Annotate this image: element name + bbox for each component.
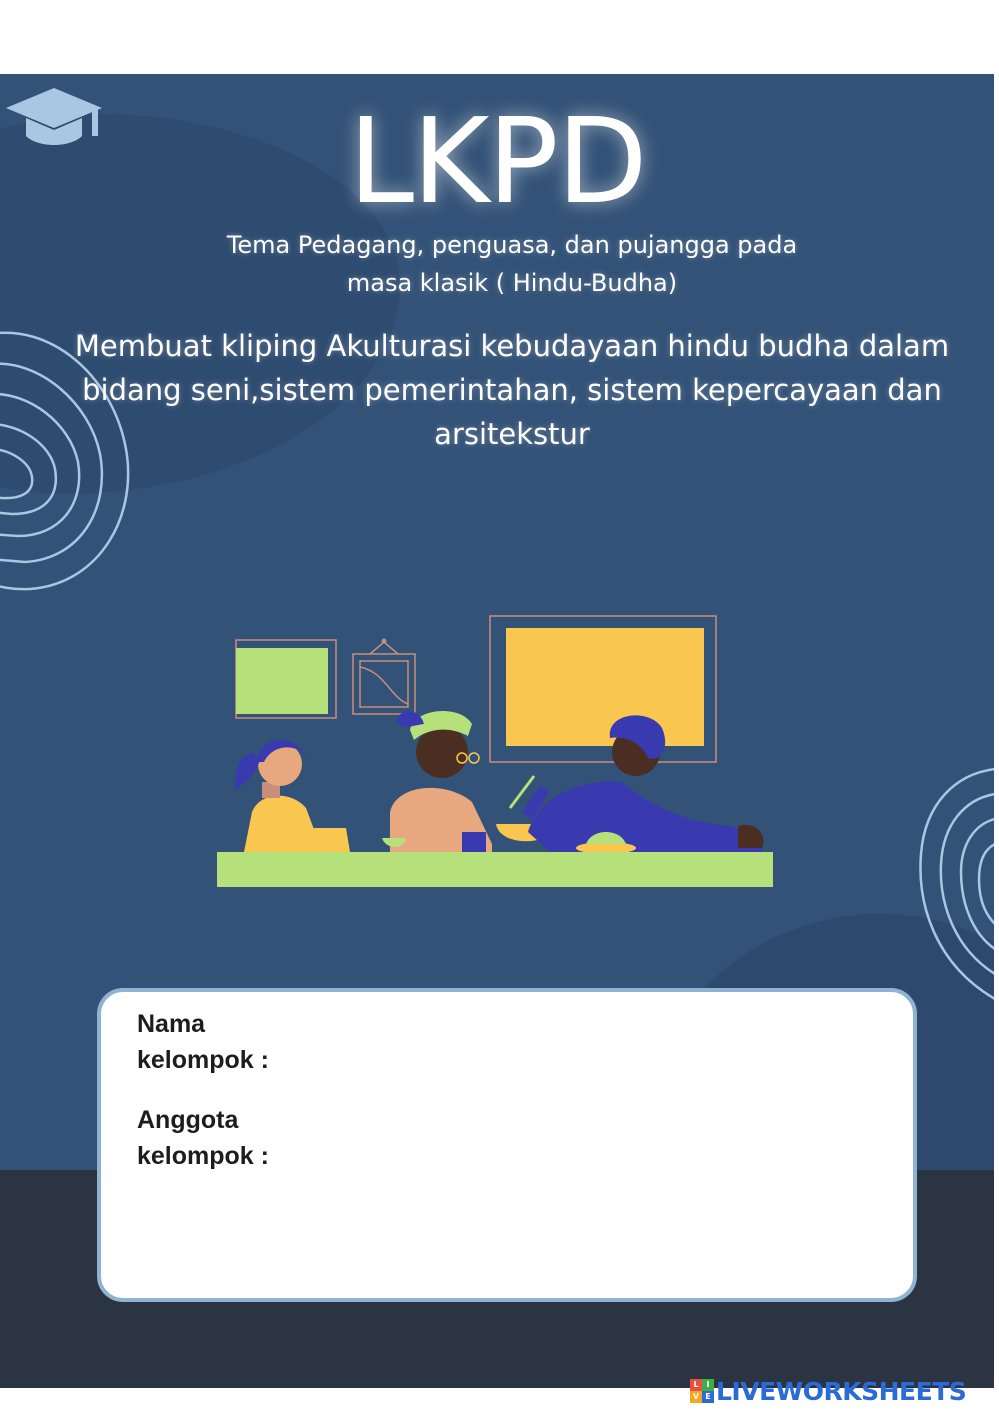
contour-lines-right	[915, 764, 994, 1004]
group-info-card	[97, 988, 917, 1302]
logo-letter: E	[702, 1391, 714, 1403]
label-line: Anggota	[137, 1106, 239, 1134]
task-line: arsitekstur	[434, 417, 590, 451]
label-line: Nama	[137, 1010, 206, 1038]
watermark-text: LIVEWORKSHEETS	[716, 1376, 967, 1406]
task-line: Membuat kliping Akulturasi kebudayaan hindu budha dalam	[74, 329, 950, 363]
logo-letter: I	[702, 1379, 714, 1391]
liveworksheets-logo-icon	[690, 1379, 714, 1403]
members-label	[137, 1102, 269, 1174]
watermark	[690, 1376, 966, 1406]
task-instruction	[30, 324, 994, 456]
label-line: kelompok :	[137, 1142, 269, 1170]
logo-letter: L	[690, 1379, 702, 1391]
page-title: LKPD	[348, 92, 646, 230]
theme-text	[120, 226, 904, 302]
label-line: kelompok :	[137, 1046, 269, 1074]
family-dinner-illustration	[210, 612, 780, 892]
task-line: bidang seni,sistem pemerintahan, sistem kepercayaan dan	[82, 373, 942, 407]
logo-letter: V	[690, 1391, 702, 1403]
group-name-label	[137, 1006, 269, 1078]
theme-line: masa klasik ( Hindu-Budha)	[346, 269, 678, 297]
theme-line: Tema Pedagang, penguasa, dan pujangga pada	[226, 231, 798, 259]
